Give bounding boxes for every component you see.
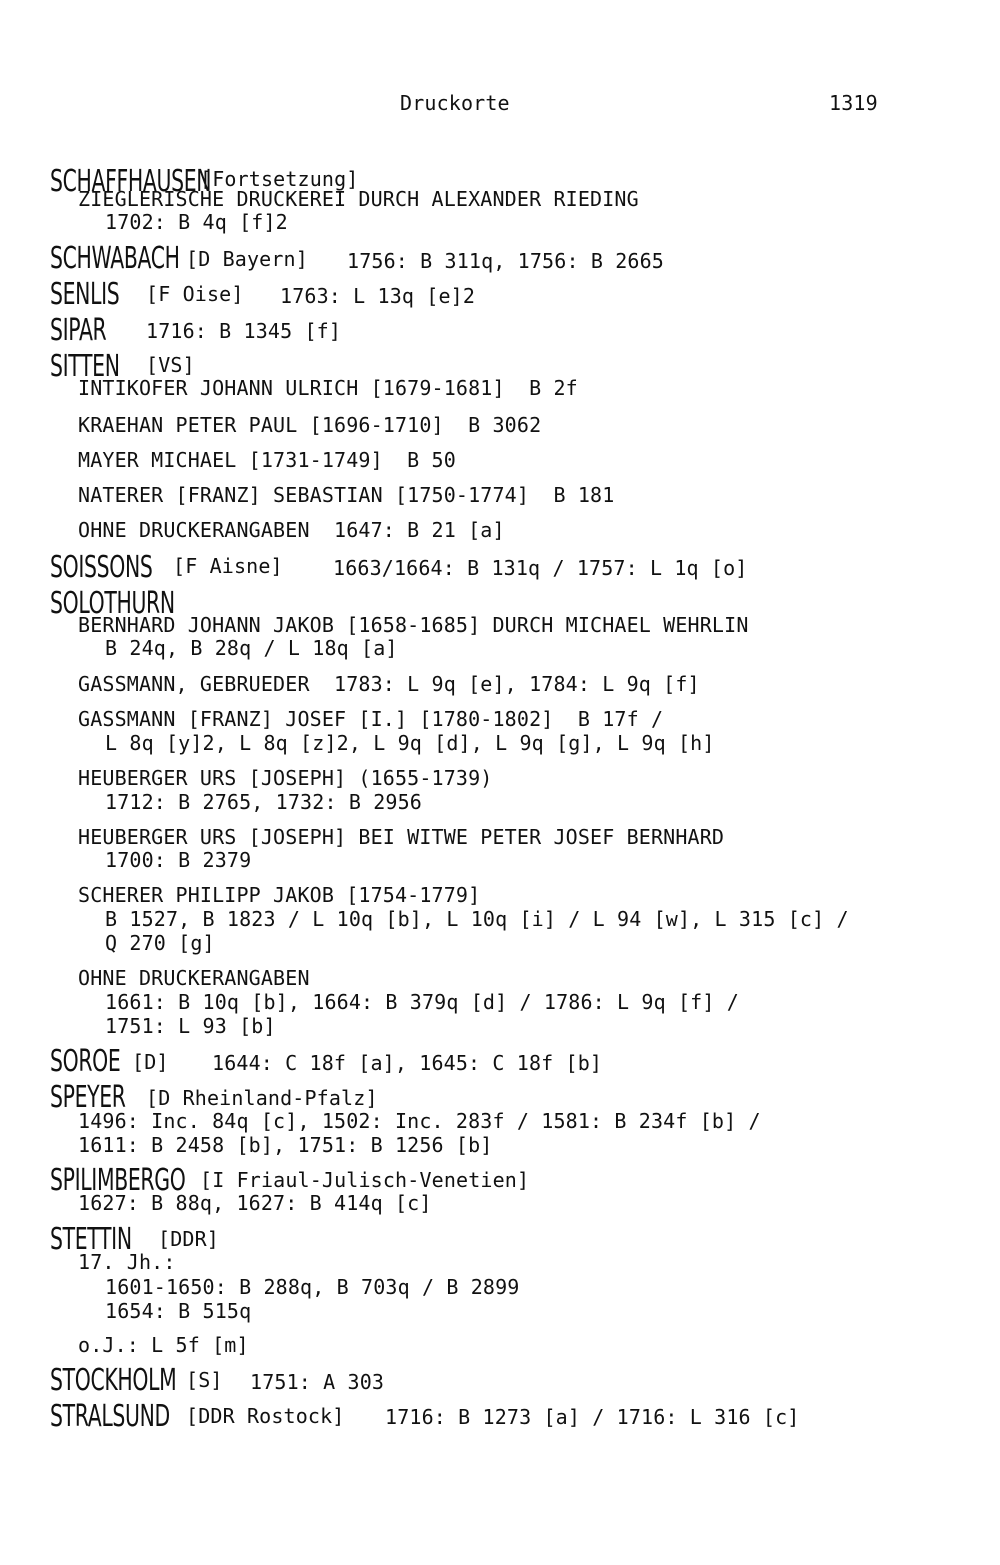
printer-line: KRAEHAN PETER PAUL [1696-1710] B 3062 bbox=[78, 413, 542, 437]
place-heading: STRALSUND bbox=[50, 1399, 170, 1434]
printer-line: ZIEGLERISCHE DRUCKEREI DURCH ALEXANDER RIEDING bbox=[78, 187, 639, 211]
holding-line: B 1527, B 1823 / L 10q [b], L 10q [i] / L 94 [w], L 315 [c] / bbox=[105, 907, 849, 931]
holding-line: 1716: B 1273 [a] / 1716: L 316 [c] bbox=[385, 1405, 800, 1429]
place-heading: STOCKHOLM bbox=[50, 1363, 177, 1398]
holding-line: B 24q, B 28q / L 18q [a] bbox=[105, 636, 398, 660]
place-note: [F Oise] bbox=[146, 282, 244, 306]
printer-line: HEUBERGER URS [JOSEPH] BEI WITWE PETER JOSEF BERNHARD bbox=[78, 825, 725, 849]
place-heading: SCHAFFHAUSEN bbox=[50, 164, 212, 199]
printer-line: BERNHARD JOHANN JAKOB [1658-1685] DURCH MICHAEL WEHRLIN bbox=[78, 613, 749, 637]
place-heading: SITTEN bbox=[50, 349, 120, 384]
holding-line: 1751: A 303 bbox=[250, 1370, 385, 1394]
holding-line: 1702: B 4q [f]2 bbox=[105, 210, 288, 234]
holding-line: 1627: B 88q, 1627: B 414q [c] bbox=[78, 1191, 432, 1215]
place-note: [DDR Rostock] bbox=[186, 1404, 345, 1428]
holding-line: 17. Jh.: bbox=[78, 1250, 176, 1274]
place-heading: SPEYER bbox=[50, 1080, 126, 1115]
printer-line: OHNE DRUCKERANGABEN 1647: B 21 [a] bbox=[78, 518, 505, 542]
place-note: [DDR] bbox=[158, 1227, 219, 1251]
holding-line: 1654: B 515q bbox=[105, 1299, 252, 1323]
printer-line: OHNE DRUCKERANGABEN bbox=[78, 966, 310, 990]
printer-line: NATERER [FRANZ] SEBASTIAN [1750-1774] B 181 bbox=[78, 483, 615, 507]
place-note: [F Aisne] bbox=[173, 554, 283, 578]
place-note: [D] bbox=[132, 1050, 169, 1074]
place-heading: SCHWABACH bbox=[50, 241, 180, 276]
holding-line: 1716: B 1345 [f] bbox=[146, 319, 342, 343]
holding-line: 1601-1650: B 288q, B 703q / B 2899 bbox=[105, 1275, 520, 1299]
printer-line: MAYER MICHAEL [1731-1749] B 50 bbox=[78, 448, 456, 472]
place-note: [D Rheinland-Pfalz] bbox=[146, 1086, 378, 1110]
holding-line: 1611: B 2458 [b], 1751: B 1256 [b] bbox=[78, 1133, 493, 1157]
holding-line: 1663/1664: B 131q / 1757: L 1q [o] bbox=[333, 556, 748, 580]
printer-line: GASSMANN, GEBRUEDER 1783: L 9q [e], 1784: L 9q [f] bbox=[78, 672, 700, 696]
holding-line: L 8q [y]2, L 8q [z]2, L 9q [d], L 9q [g], L 9q [h] bbox=[105, 731, 715, 755]
holding-line: 1763: L 13q [e]2 bbox=[280, 284, 476, 308]
holding-line: o.J.: L 5f [m] bbox=[78, 1333, 249, 1357]
holding-line: 1751: L 93 [b] bbox=[105, 1014, 276, 1038]
printer-line: INTIKOFER JOHANN ULRICH [1679-1681] B 2f bbox=[78, 376, 578, 400]
page-number: 1319 bbox=[829, 91, 878, 115]
place-note: [I Friaul-Julisch-Venetien] bbox=[200, 1168, 530, 1192]
place-heading: SOROE bbox=[50, 1044, 121, 1079]
holding-line: 1700: B 2379 bbox=[105, 848, 252, 872]
place-heading: STETTIN bbox=[50, 1222, 132, 1257]
holding-line: 1644: C 18f [a], 1645: C 18f [b] bbox=[212, 1051, 603, 1075]
running-header-title: Druckorte bbox=[400, 91, 510, 115]
printer-line: HEUBERGER URS [JOSEPH] (1655-1739) bbox=[78, 766, 493, 790]
place-note: [D Bayern] bbox=[186, 247, 308, 271]
place-heading: SPILIMBERGO bbox=[50, 1163, 186, 1198]
printer-line: SCHERER PHILIPP JAKOB [1754-1779] bbox=[78, 883, 481, 907]
holding-line: Q 270 [g] bbox=[105, 931, 215, 955]
holding-line: 1756: B 311q, 1756: B 2665 bbox=[347, 249, 664, 273]
place-note: [VS] bbox=[146, 353, 195, 377]
holding-line: 1661: B 10q [b], 1664: B 379q [d] / 1786: L 9q [f] / bbox=[105, 990, 739, 1014]
place-heading: SIPAR bbox=[50, 313, 107, 348]
place-heading: SOISSONS bbox=[50, 550, 153, 585]
holding-line: 1712: B 2765, 1732: B 2956 bbox=[105, 790, 422, 814]
place-heading: SOLOTHURN bbox=[50, 586, 175, 621]
place-note: [S] bbox=[186, 1368, 223, 1392]
holding-line: 1496: Inc. 84q [c], 1502: Inc. 283f / 1581: B 234f [b] / bbox=[78, 1109, 761, 1133]
place-heading: SENLIS bbox=[50, 277, 120, 312]
printer-line: GASSMANN [FRANZ] JOSEF [I.] [1780-1802] B 17f / bbox=[78, 707, 664, 731]
place-note: [Fortsetzung] bbox=[200, 167, 359, 191]
